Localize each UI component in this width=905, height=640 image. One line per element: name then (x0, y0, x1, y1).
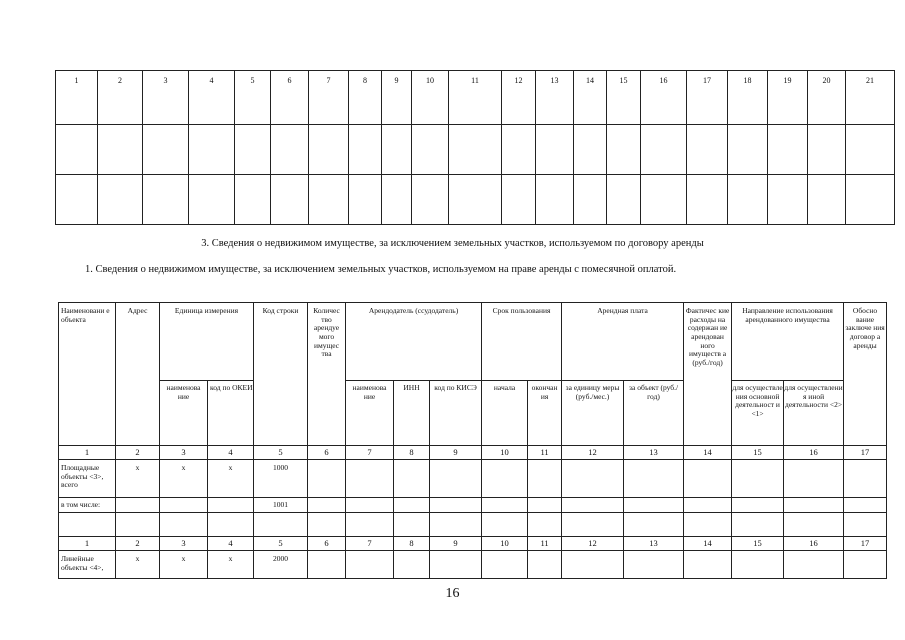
column-number: 17 (687, 71, 728, 125)
column-number: 1 (59, 537, 116, 551)
top-table-row (56, 175, 895, 225)
row-label: Линейные объекты <4>, (59, 551, 116, 579)
column-number: 5 (235, 71, 271, 125)
column-number: 10 (482, 537, 528, 551)
header-kise: код по КИСЭ (430, 381, 482, 446)
column-number: 8 (394, 446, 430, 460)
header-rent-unit: за единицу меры (руб./мес.) (562, 381, 624, 446)
column-number: 15 (732, 537, 784, 551)
table-row (59, 513, 887, 537)
row-code: 1001 (254, 498, 308, 513)
header-row-2 (59, 381, 887, 446)
page-number: 16 (445, 586, 460, 601)
rent-table (58, 302, 887, 579)
section-heading: 3. Сведения о недвижимом имуществе, за исключением земельных участков, используемом по договору аренды (201, 238, 704, 249)
column-number: 9 (382, 71, 412, 125)
column-number: 9 (430, 446, 482, 460)
column-number: 11 (528, 446, 562, 460)
column-number: 12 (562, 537, 624, 551)
header-direction-main: для осуществле ния основной деятельност и <1> (732, 381, 784, 446)
column-number: 14 (684, 537, 732, 551)
header-row-code: Код строки (254, 303, 308, 446)
header-rent-object: за объект (руб./год) (624, 381, 684, 446)
header-lessor-name: наименова ние (346, 381, 394, 446)
column-number: 14 (574, 71, 607, 125)
column-number: 4 (208, 446, 254, 460)
cell-x: x (116, 460, 160, 498)
table-row (59, 498, 887, 513)
column-number: 10 (482, 446, 528, 460)
header-object-name: Наименовани е объекта (59, 303, 116, 446)
row-label: в том числе: (59, 498, 116, 513)
top-table-row (56, 125, 895, 175)
header-row-1 (59, 303, 887, 381)
cell-x: x (160, 551, 208, 579)
cell-x: x (208, 551, 254, 579)
number-row (59, 537, 887, 551)
header-quantity: Количес тво арендуе мого имущес тва (308, 303, 346, 446)
header-direction-other: для осуществлени я иной деятельности <2> (784, 381, 844, 446)
column-number: 3 (160, 537, 208, 551)
column-number: 3 (160, 446, 208, 460)
column-number: 7 (346, 446, 394, 460)
column-number: 13 (624, 446, 684, 460)
header-justification: Обосно вание заключе ния договор а аренды (844, 303, 887, 446)
column-number: 14 (684, 446, 732, 460)
row-label: Площадные объекты <3>, всего (59, 460, 116, 498)
column-number: 2 (116, 446, 160, 460)
column-number: 12 (562, 446, 624, 460)
column-number: 6 (308, 446, 346, 460)
column-number: 10 (412, 71, 449, 125)
column-number: 8 (394, 537, 430, 551)
header-address: Адрес (116, 303, 160, 446)
top-table-number-row (56, 71, 895, 125)
column-number: 6 (308, 537, 346, 551)
table-row (59, 460, 887, 498)
header-unit-code: код по ОКЕИ (208, 381, 254, 446)
column-number: 13 (536, 71, 574, 125)
column-number: 2 (116, 537, 160, 551)
column-number: 12 (502, 71, 536, 125)
header-term: Срок пользования (482, 303, 562, 381)
column-number: 8 (349, 71, 382, 125)
cell-x: x (116, 551, 160, 579)
column-number: 15 (607, 71, 641, 125)
header-term-start: начала (482, 381, 528, 446)
column-number: 2 (98, 71, 143, 125)
header-lessor: Арендодатель (ссудодатель) (346, 303, 482, 381)
header-rent: Арендная плата (562, 303, 684, 381)
column-number: 7 (309, 71, 349, 125)
cell-x: x (208, 460, 254, 498)
column-number: 1 (59, 446, 116, 460)
column-number: 3 (143, 71, 189, 125)
number-row (59, 446, 887, 460)
column-number: 13 (624, 537, 684, 551)
subsection-heading: 1. Сведения о недвижимом имуществе, за исключением земельных участков, используемом на праве аренды с помесячной оплатой. (85, 264, 677, 275)
column-number: 5 (254, 537, 308, 551)
column-number: 16 (784, 446, 844, 460)
column-number: 18 (728, 71, 768, 125)
column-number: 19 (768, 71, 808, 125)
row-code: 2000 (254, 551, 308, 579)
column-number: 15 (732, 446, 784, 460)
column-number: 4 (208, 537, 254, 551)
column-number: 11 (449, 71, 502, 125)
top-table (55, 70, 895, 225)
header-direction: Направление использования арендованного имущества (732, 303, 844, 381)
column-number: 17 (844, 537, 887, 551)
column-number: 4 (189, 71, 235, 125)
table-row (59, 551, 887, 579)
column-number: 7 (346, 537, 394, 551)
column-number: 5 (254, 446, 308, 460)
header-unit-name: наименова ние (160, 381, 208, 446)
header-inn: ИНН (394, 381, 430, 446)
column-number: 11 (528, 537, 562, 551)
header-actual-expenses: Фактичес кие расходы на содержан ие арендован ного имуществ а (руб./год) (684, 303, 732, 446)
column-number: 9 (430, 537, 482, 551)
cell-x: x (160, 460, 208, 498)
column-number: 1 (56, 71, 98, 125)
row-code: 1000 (254, 460, 308, 498)
column-number: 17 (844, 446, 887, 460)
column-number: 21 (846, 71, 895, 125)
column-number: 6 (271, 71, 309, 125)
column-number: 20 (808, 71, 846, 125)
header-unit: Единица измерения (160, 303, 254, 381)
column-number: 16 (784, 537, 844, 551)
header-term-end: окончан ия (528, 381, 562, 446)
column-number: 16 (641, 71, 687, 125)
